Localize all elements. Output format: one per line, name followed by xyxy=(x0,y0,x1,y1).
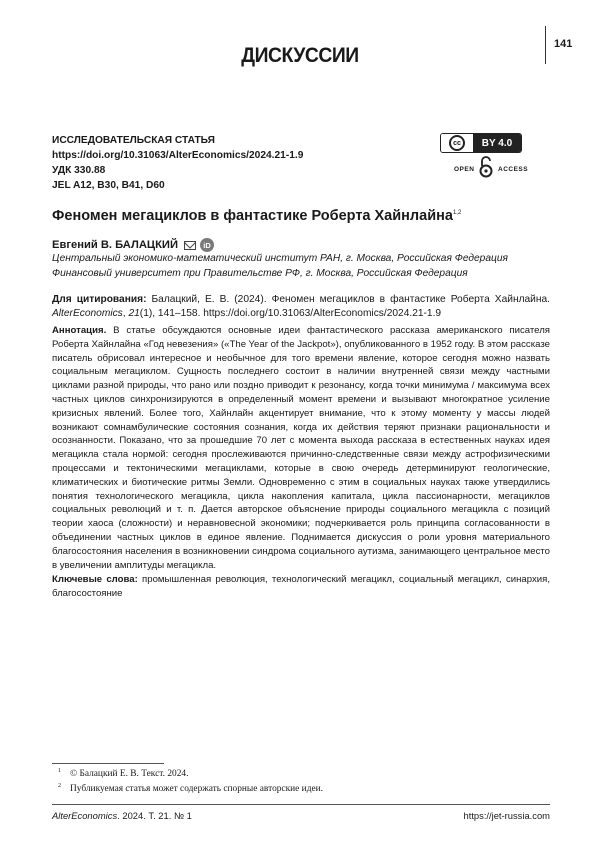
section-title: ДИСКУССИИ xyxy=(241,44,359,67)
citation-label: Для цитирования: xyxy=(52,294,147,305)
doi-link[interactable]: https://doi.org/10.31063/AlterEconomics/2024.21-1.9 xyxy=(52,150,304,161)
author-line xyxy=(52,238,214,252)
orcid-icon[interactable]: iD xyxy=(200,238,214,252)
author-name: Евгений В. БАЛАЦКИЙ xyxy=(52,239,178,251)
title-footnote-marks: 1,2 xyxy=(452,210,462,217)
article-type: ИССЛЕДОВАТЕЛЬСКАЯ СТАТЬЯ xyxy=(52,135,215,146)
footnote-2: 2 Публикуемая статья может содержать спорные авторские идеи. xyxy=(58,783,323,794)
affiliation-1: Центральный экономико-математический институт РАН, г. Москва, Российская Федерация xyxy=(52,253,508,264)
abstract-label: Аннотация. xyxy=(52,325,107,336)
open-label: OPEN xyxy=(454,166,475,173)
open-access-logo xyxy=(446,156,556,180)
open-lock-icon xyxy=(479,156,493,178)
citation-journal: AlterEconomics xyxy=(52,308,123,319)
cc-license-badge[interactable] xyxy=(440,133,522,153)
footnote-1: 1 © Балацкий Е. В. Текст. 2024. xyxy=(58,768,189,779)
jel-codes: JEL A12, B30, B41, D60 xyxy=(52,180,165,191)
footer-divider xyxy=(52,804,550,805)
footer-url[interactable]: https://jet-russia.com xyxy=(463,810,550,821)
email-icon[interactable] xyxy=(184,241,196,250)
udk-code: УДК 330.88 xyxy=(52,165,106,176)
citation-volume: 21 xyxy=(128,308,140,319)
cc-by-label: BY 4.0 xyxy=(473,134,521,152)
article-meta xyxy=(52,133,303,193)
citation-block: Для цитирования: Балацкий, Е. В. (2024). Феномен мегациклов в фантастике Роберта Хайнлайна. AlterEconomics, 21(1), 141–158. https://doi.org/10.31063/AlterEconomics/2024.21-1.9 xyxy=(52,294,550,319)
abstract xyxy=(52,324,550,572)
keywords xyxy=(52,573,550,601)
affiliation-2: Финансовый университет при Правительстве РФ, г. Москва, Российская Федерация xyxy=(52,268,468,279)
creative-commons-icon: cc xyxy=(449,135,465,151)
footnote-divider xyxy=(52,763,164,764)
footer-journal-info: AlterEconomics. 2024. Т. 21. № 1 xyxy=(52,810,192,821)
keywords-text: промышленная революция, технологический мегацикл, социальный мегацикл, синархия, благосостояние xyxy=(52,574,550,599)
access-label: ACCESS xyxy=(498,166,529,173)
article-title: Феномен мегациклов в фантастике Роберта Хайнлайна$^{1,2}$ xyxy=(52,208,462,224)
keywords-label: Ключевые слова: xyxy=(52,574,138,585)
abstract-text: В статье обсуждаются основные идеи фантастического рассказа американского писателя Роберта Хайнлайна «Год невезения» («The Year of the Jackpot»), опубликованного в 1952 году. В этом рассказе писатель обрисовал интересное и необычное для того времени явление, которое сегодня можно назвать социальным мегациклом. Сущность последнего состоит в наличии внутренней связи между частными циклами разной природы, что рано или поздно приводит к резонансу, когда точки минимума / максимума всех частных циклов синхронизируются в определенный момент времени и вызывают многократное усиление кризисных явлений. Более того, Хайнлайн акцентирует внимание, что к этому моменту у массы людей возникают сомнамбулические состояния сознания, когда их действия теряют признаки рациональности и осознанности. Показано, что за прошедшие 70 лет с момента выхода рассказа в естественных науках идея мегацикла стала нормой: сегодня прослеживаются причинно-следственные связи между астрофизическими процессами и тектоническими мегациклами, которые в свою очередь детерминируют геологические, климатических и биотические ритмы Земли. Одновременно с этим в социальных науках также утвердились понятия технологического мегацикла, цикла накопления капитала, цикла пассионарности, мегациклов социальных революций и т. п. Дается авторское объяснение природы социального мегацикла с позиций теории хаоса (сложности) и неравновесной экономики; подчеркивается роль принципа согласованности в объединении частных циклов в единое явление. Поднимается дискуссия о роли уровня материального благосостояния населения в возникновении синдрома социального аутизма, занимающего центральное место в увеличении амплитуды мегацикла. xyxy=(52,325,550,571)
page-number: 141 xyxy=(554,38,573,50)
